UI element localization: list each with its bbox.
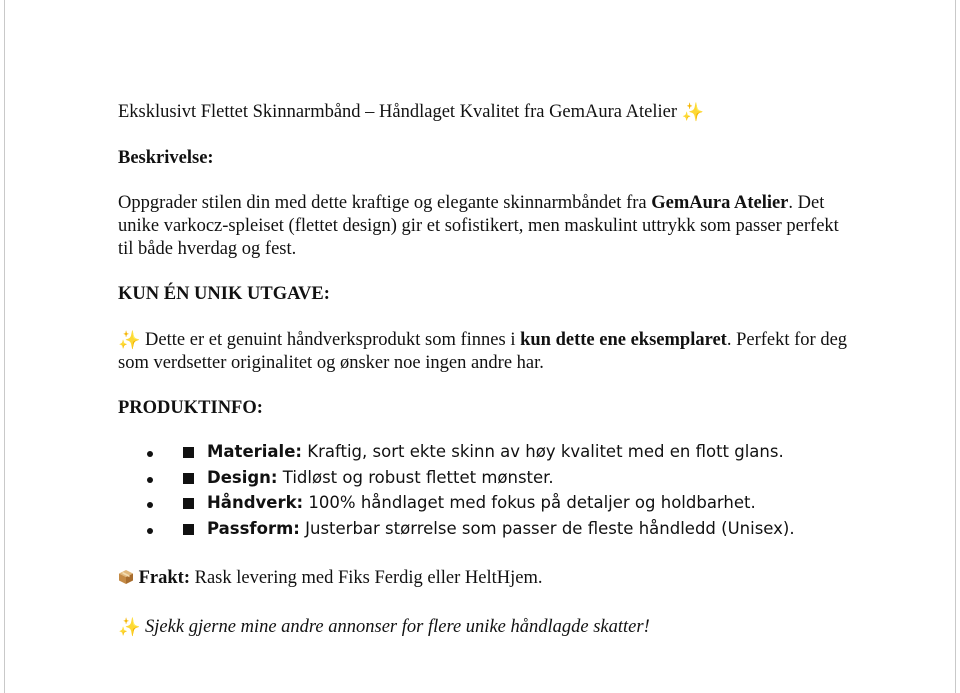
list-item [118,490,858,517]
bullet-dot-icon [147,451,153,457]
list-item [118,465,858,492]
unique-text-end: . Perfekt for deg som verdsetter originalitet og ønsker noe ingen andre har. [118,330,848,373]
bullet-dot-icon [147,477,153,483]
black-square-icon [183,498,194,509]
shipping-paragraph [118,567,858,590]
closing-paragraph [118,616,858,639]
list-item [118,516,858,543]
unique-emphasis: kun dette ene eksemplaret [520,330,727,350]
list-item [118,439,858,466]
brand-name: GemAura Atelier [651,193,789,213]
black-square-icon [183,524,194,535]
black-square-icon [183,473,194,484]
item-text: 100% håndlaget med fokus på detaljer og holdbarhet. [303,493,756,512]
document-title [118,101,858,124]
document-content [118,101,858,639]
shipping-label: Frakt: [138,568,190,588]
shipping-text: Rask levering med Fiks Ferdig eller HeltHjem. [190,568,543,588]
bullet-dot-icon [147,528,153,534]
item-text: Kraftig, sort ekte skinn av høy kvalitet med en flott glans. [302,442,784,461]
item-label: Håndverk: [207,493,304,512]
product-info-list [118,439,858,542]
item-label: Passform: [207,518,300,538]
title-text: Eksklusivt Flettet Skinnarmbånd – Håndlaget Kvalitet fra GemAura Atelier [118,102,677,122]
item-text: Tidløst og robust flettet mønster. [277,467,554,487]
description-heading: Beskrivelse: [118,148,214,168]
closing-text: Sjekk gjerne mine andre annonser for flere unike håndlagde skatter! [145,617,650,637]
black-square-icon [183,447,194,458]
product-heading: PRODUKTINFO: [118,398,263,418]
sparkles-icon: ✨ [681,102,705,123]
unique-paragraph [118,329,858,375]
unique-heading: KUN ÉN UNIK UTGAVE: [118,284,330,304]
item-text: Justerbar størrelse som passer de fleste håndledd (Unisex). [299,518,795,538]
description-paragraph [118,192,858,261]
item-label: Design: [207,467,278,487]
package-icon [118,569,134,585]
document-page [4,0,956,693]
sparkles-icon: ✨ [118,330,141,351]
description-text-start: Oppgrader stilen din med dette kraftige og elegante skinnarmbåndet fra [118,193,652,213]
bullet-dot-icon [147,502,153,508]
sparkles-icon: ✨ [118,617,141,638]
item-label: Materiale: [207,442,303,461]
unique-text-start: Dette er et genuint håndverksprodukt som finnes i [140,330,521,350]
description-text-end: . Det unike varkocz-spleiset (flettet design) gir et sofistikert, men maskulint uttrykk som passer perfekt til både hverdag og fest. [118,193,839,259]
